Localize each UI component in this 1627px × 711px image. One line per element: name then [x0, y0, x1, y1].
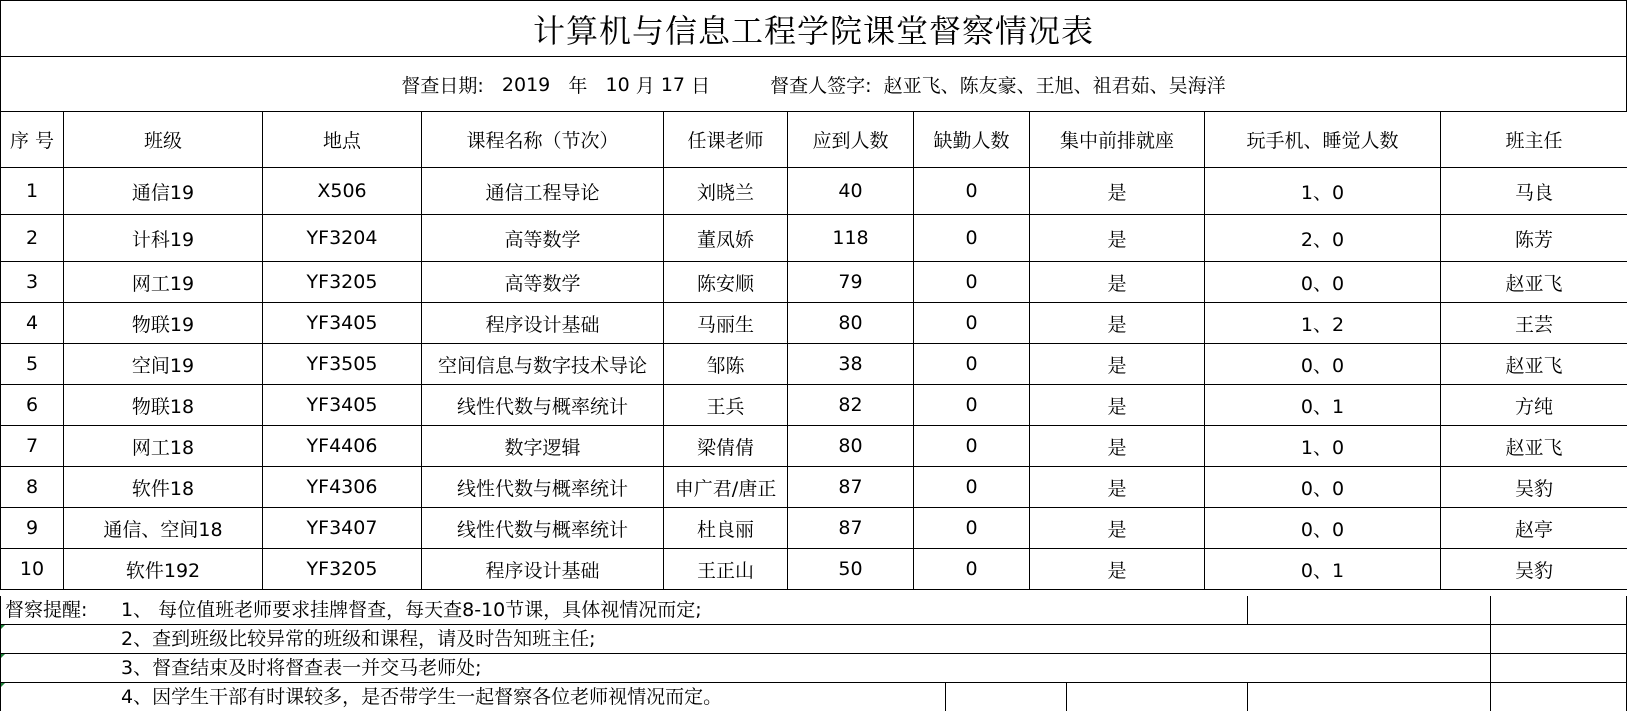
header-front-seating: 集中前排就座 [1030, 112, 1205, 168]
cell-class: 软件192 [64, 549, 263, 590]
date-label: 督查日期: [401, 71, 483, 98]
cell-phone-sleep: 0、0 [1205, 508, 1441, 549]
year-unit: 年 [568, 71, 587, 98]
cell-absent: 0 [914, 215, 1030, 262]
cell-expected: 87 [788, 467, 914, 508]
cell-index: 3 [1, 262, 64, 303]
note-item: 1、 每位值班老师要求挂牌督查，每天查8-10节课，具体视情况而定; [121, 596, 702, 624]
header-index: 序 号 [1, 112, 64, 168]
cell-absent: 0 [914, 168, 1030, 215]
table-row [1, 262, 1627, 303]
cell-course: 空间信息与数字技术导论 [422, 344, 664, 385]
sheet-title: 计算机与信息工程学院课堂督察情况表 [0, 0, 1627, 56]
header-location: 地点 [263, 112, 422, 168]
cell-class-advisor: 马良 [1441, 168, 1627, 215]
cell-class-advisor: 赵亚飞 [1441, 426, 1627, 467]
cell-location: YF3205 [263, 262, 422, 303]
cell-teacher: 杜良丽 [664, 508, 788, 549]
date-year: 2019 [502, 74, 550, 96]
cell-index: 8 [1, 467, 64, 508]
cell-phone-sleep: 0、0 [1205, 344, 1441, 385]
cell-teacher: 申广君/唐正 [664, 467, 788, 508]
cell-marker [1, 625, 5, 629]
cell-class-advisor: 赵亚飞 [1441, 262, 1627, 303]
cell-expected: 50 [788, 549, 914, 590]
header-class: 班级 [64, 112, 263, 168]
cell-class: 计科19 [64, 215, 263, 262]
cell-index: 7 [1, 426, 64, 467]
cell-class: 物联19 [64, 303, 263, 344]
cell-front-seating: 是 [1030, 467, 1205, 508]
header-phone-sleep: 玩手机、睡觉人数 [1205, 112, 1441, 168]
cell-class: 软件18 [64, 467, 263, 508]
cell-location: X506 [263, 168, 422, 215]
date-day: 17 [661, 74, 685, 96]
cell-class: 网工18 [64, 426, 263, 467]
signer-label: 督查人签字: [770, 71, 871, 98]
cell-expected: 82 [788, 385, 914, 426]
note-row [0, 596, 1627, 625]
cell-course: 程序设计基础 [422, 303, 664, 344]
notes-section [0, 596, 1627, 711]
cell-front-seating: 是 [1030, 303, 1205, 344]
notes-label: 督察提醒: [5, 596, 87, 624]
cell-course: 线性代数与概率统计 [422, 385, 664, 426]
table-row [1, 426, 1627, 467]
cell-expected: 87 [788, 508, 914, 549]
cell-course: 通信工程导论 [422, 168, 664, 215]
cell-teacher: 梁倩倩 [664, 426, 788, 467]
cell-expected: 79 [788, 262, 914, 303]
cell-phone-sleep: 0、0 [1205, 262, 1441, 303]
cell-teacher: 刘晓兰 [664, 168, 788, 215]
header-expected: 应到人数 [788, 112, 914, 168]
cell-index: 4 [1, 303, 64, 344]
cell-marker [1, 654, 5, 658]
header-class-advisor: 班主任 [1441, 112, 1627, 168]
cell-front-seating: 是 [1030, 344, 1205, 385]
cell-front-seating: 是 [1030, 549, 1205, 590]
cell-phone-sleep: 0、1 [1205, 385, 1441, 426]
date-month: 10 [606, 74, 630, 96]
inspection-info [0, 56, 1627, 112]
cell-absent: 0 [914, 549, 1030, 590]
note-row [0, 683, 1627, 711]
cell-class: 空间19 [64, 344, 263, 385]
cell-index: 2 [1, 215, 64, 262]
cell-class-advisor: 赵亚飞 [1441, 344, 1627, 385]
cell-class-advisor: 方纯 [1441, 385, 1627, 426]
cell-phone-sleep: 0、0 [1205, 467, 1441, 508]
cell-front-seating: 是 [1030, 385, 1205, 426]
cell-course: 程序设计基础 [422, 549, 664, 590]
cell-expected: 38 [788, 344, 914, 385]
cell-class-advisor: 陈芳 [1441, 215, 1627, 262]
cell-class: 通信19 [64, 168, 263, 215]
table-header-row [1, 112, 1627, 168]
cell-index: 5 [1, 344, 64, 385]
note-item: 4、因学生干部有时课较多，是否带学生一起督察各位老师视情况而定。 [121, 683, 722, 711]
cell-absent: 0 [914, 426, 1030, 467]
table-body [1, 168, 1627, 590]
cell-class-advisor: 吴豹 [1441, 549, 1627, 590]
cell-phone-sleep: 2、0 [1205, 215, 1441, 262]
table-row [1, 303, 1627, 344]
cell-teacher: 王正山 [664, 549, 788, 590]
cell-expected: 80 [788, 303, 914, 344]
table-row [1, 215, 1627, 262]
cell-location: YF3405 [263, 385, 422, 426]
note-item: 3、督查结束及时将督查表一并交马老师处; [121, 654, 482, 682]
note-row [0, 654, 1627, 683]
cell-absent: 0 [914, 467, 1030, 508]
cell-course: 数字逻辑 [422, 426, 664, 467]
cell-location: YF4406 [263, 426, 422, 467]
cell-index: 6 [1, 385, 64, 426]
cell-course: 线性代数与概率统计 [422, 508, 664, 549]
table-row [1, 508, 1627, 549]
cell-teacher: 马丽生 [664, 303, 788, 344]
cell-location: YF3405 [263, 303, 422, 344]
day-unit: 日 [691, 71, 710, 98]
cell-class-advisor: 赵亭 [1441, 508, 1627, 549]
cell-course: 高等数学 [422, 262, 664, 303]
cell-class-advisor: 吴豹 [1441, 467, 1627, 508]
cell-location: YF3407 [263, 508, 422, 549]
cell-class: 通信、空间18 [64, 508, 263, 549]
cell-phone-sleep: 0、1 [1205, 549, 1441, 590]
cell-marker [1, 683, 5, 687]
cell-teacher: 陈安顺 [664, 262, 788, 303]
cell-phone-sleep: 1、0 [1205, 426, 1441, 467]
table-row [1, 385, 1627, 426]
cell-front-seating: 是 [1030, 215, 1205, 262]
cell-index: 9 [1, 508, 64, 549]
cell-location: YF4306 [263, 467, 422, 508]
cell-absent: 0 [914, 262, 1030, 303]
cell-front-seating: 是 [1030, 508, 1205, 549]
note-row [0, 625, 1627, 654]
header-course: 课程名称（节次） [422, 112, 664, 168]
cell-class-advisor: 王芸 [1441, 303, 1627, 344]
cell-index: 1 [1, 168, 64, 215]
cell-course: 线性代数与概率统计 [422, 467, 664, 508]
table-row [1, 344, 1627, 385]
cell-teacher: 董凤娇 [664, 215, 788, 262]
cell-class: 网工19 [64, 262, 263, 303]
cell-absent: 0 [914, 344, 1030, 385]
cell-absent: 0 [914, 508, 1030, 549]
cell-location: YF3205 [263, 549, 422, 590]
table-row [1, 168, 1627, 215]
cell-phone-sleep: 1、0 [1205, 168, 1441, 215]
supervision-table [0, 111, 1627, 590]
cell-course: 高等数学 [422, 215, 664, 262]
header-absent: 缺勤人数 [914, 112, 1030, 168]
cell-teacher: 邹陈 [664, 344, 788, 385]
cell-phone-sleep: 1、2 [1205, 303, 1441, 344]
header-teacher: 任课老师 [664, 112, 788, 168]
cell-front-seating: 是 [1030, 426, 1205, 467]
cell-location: YF3505 [263, 344, 422, 385]
cell-location: YF3204 [263, 215, 422, 262]
cell-expected: 40 [788, 168, 914, 215]
cell-front-seating: 是 [1030, 262, 1205, 303]
cell-expected: 118 [788, 215, 914, 262]
cell-absent: 0 [914, 303, 1030, 344]
month-unit: 月 [636, 71, 655, 98]
cell-front-seating: 是 [1030, 168, 1205, 215]
table-row [1, 467, 1627, 508]
cell-index: 10 [1, 549, 64, 590]
cell-class: 物联18 [64, 385, 263, 426]
cell-expected: 80 [788, 426, 914, 467]
table-row [1, 549, 1627, 590]
cell-teacher: 王兵 [664, 385, 788, 426]
note-item: 2、查到班级比较异常的班级和课程，请及时告知班主任; [121, 625, 596, 653]
cell-absent: 0 [914, 385, 1030, 426]
signer-names: 赵亚飞、陈友豪、王旭、祖君茹、吴海洋 [884, 71, 1226, 98]
